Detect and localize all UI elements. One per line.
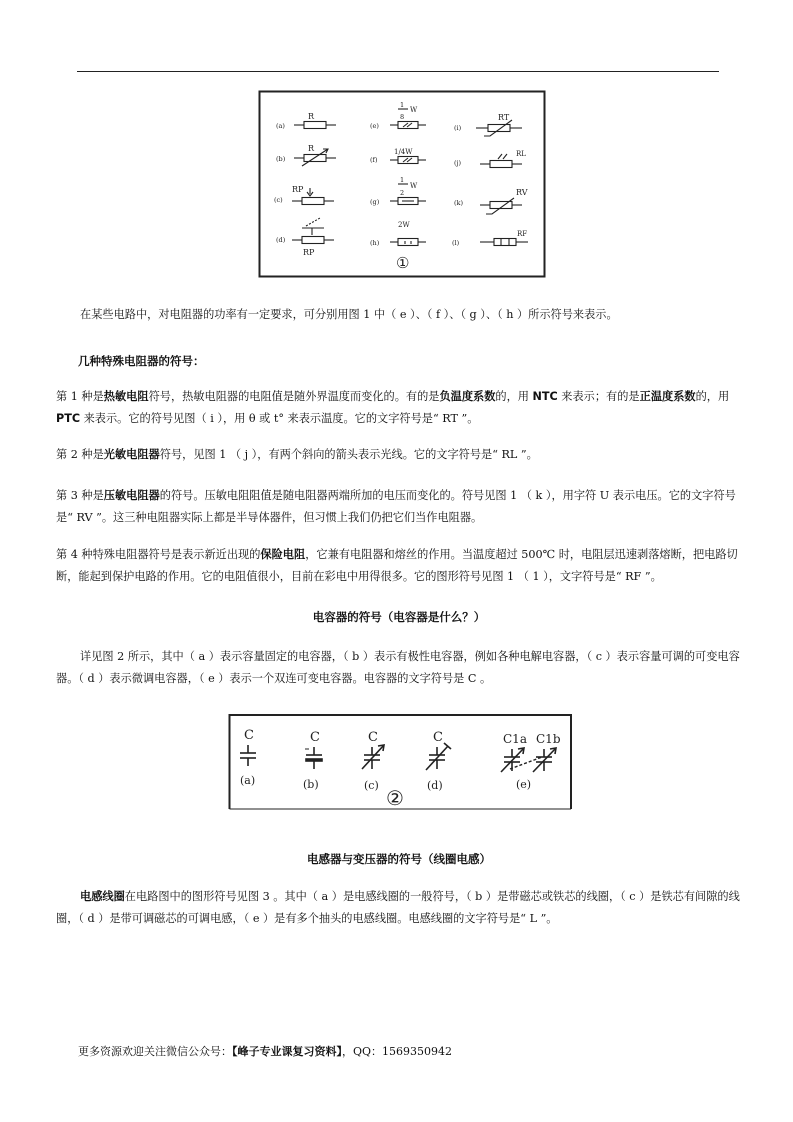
svg-text:(f): (f) xyxy=(370,156,378,164)
svg-text:C: C xyxy=(433,730,443,745)
inductor-heading: 电感器与变压器的符号（线圈电感） xyxy=(307,852,491,866)
resistor-h xyxy=(370,221,410,247)
svg-text:RP: RP xyxy=(303,248,315,257)
resistor-power-paragraph: 在某些电路中，对电阻器的功率有一定要求，可分别用图 1 中（ e ）、（ f ）、（ g ）、（ h ）所示符号来表示。 xyxy=(80,308,618,321)
svg-text:(a): (a) xyxy=(240,774,256,787)
svg-text:C1b: C1b xyxy=(536,732,561,746)
figure-resistor-symbols xyxy=(258,90,546,278)
figure-capacitor-symbols xyxy=(228,713,573,811)
svg-text:R: R xyxy=(308,144,315,153)
figure2-number: ② xyxy=(386,786,404,810)
varistor-paragraph: 第 3 种是压敏电阻器的符号。压敏电阻阻值是随电阻器两端所加的电压而变化的。符号见图 1 （ k ），用字符 U 表示电压。它的文字符号是“ RV ”。这三种电阻器实际上都是半导体器件，但习惯上我们仍把它们当作电阻器。 xyxy=(56,489,736,524)
svg-text:(a): (a) xyxy=(276,122,285,130)
svg-text:(b): (b) xyxy=(276,155,286,163)
figure1-number: ① xyxy=(396,254,410,272)
svg-text:W: W xyxy=(410,106,418,114)
svg-text:(g): (g) xyxy=(370,198,380,206)
resistor-d xyxy=(276,236,315,257)
footer-note: 更多资源欢迎关注微信公众号：【峰子专业课复习资料】，QQ：1569350942 xyxy=(78,1045,453,1058)
svg-text:(e): (e) xyxy=(516,778,532,791)
fuse-resistor-paragraph: 第 4 种特殊电阻器符号是表示新近出现的保险电阻，它兼有电阻器和熔丝的作用。当温度超过 500℃ 时，电阻层迅速剥落熔断，把电路切断，能起到保护电路的作用。它的电阻值很小，目前在彩电中用得很多。它的图形符号见图 1 （ 1 ），文字符号是“ RF ”。 xyxy=(56,548,738,583)
svg-text:(b): (b) xyxy=(303,778,319,791)
svg-text:RL: RL xyxy=(516,150,526,158)
svg-text:(e): (e) xyxy=(370,122,379,130)
svg-text:1: 1 xyxy=(400,101,405,109)
svg-text:RT: RT xyxy=(498,113,510,122)
special-resistor-heading: 几种特殊电阻器的符号： xyxy=(78,354,205,368)
capacitor-heading: 电容器的符号（电容器是什么？） xyxy=(312,610,486,624)
svg-text:(d): (d) xyxy=(276,236,286,244)
resistor-k xyxy=(454,188,528,207)
svg-text:(c): (c) xyxy=(274,196,283,204)
svg-text:1: 1 xyxy=(400,176,405,184)
svg-text:(c): (c) xyxy=(364,779,379,792)
svg-text:C: C xyxy=(368,730,378,745)
svg-text:W: W xyxy=(410,182,418,190)
svg-text:(j): (j) xyxy=(454,159,462,167)
capacitor-paragraph: 详见图 2 所示，其中（ a ）表示容量固定的电容器，（ b ）表示有极性电容器，例如各种电解电容器，（ c ）表示容量可调的可变电容器。（ d ）表示微调电容器，（ e ）表示一个双连可变电容器。电容器的文字符号是 C 。 xyxy=(56,650,740,685)
svg-text:2W: 2W xyxy=(398,221,410,229)
photoresistor-paragraph: 第 2 种是光敏电阻器符号，见图 1 （ j ），有两个斜向的箭头表示光线。它的文字符号是“ RL ”。 xyxy=(56,448,538,461)
svg-text:(l): (l) xyxy=(452,239,460,247)
svg-text:C: C xyxy=(310,730,320,745)
svg-text:RP: RP xyxy=(292,185,304,194)
resistor-i xyxy=(454,113,510,132)
resistor-b xyxy=(276,144,315,163)
svg-text:(h): (h) xyxy=(370,239,380,247)
svg-text:8: 8 xyxy=(400,113,405,121)
resistor-e xyxy=(370,101,418,130)
svg-text:(d): (d) xyxy=(427,779,443,792)
svg-text:RF: RF xyxy=(517,230,528,238)
inductor-paragraph: 电感线圈在电路图中的图形符号见图 3 。其中（ a ）是电感线圈的一般符号，（ b ）是带磁芯或铁芯的线圈，（ c ）是铁芯有间隙的线圈，（ d ）是带可调磁芯的可调电感，（ e ）是有多个抽头的电感线圈。电感线圈的文字符号是“ L ”。 xyxy=(56,890,740,925)
svg-text:C: C xyxy=(244,728,254,743)
svg-text:R: R xyxy=(308,112,315,121)
header-rule xyxy=(77,71,719,72)
svg-text:1/4W: 1/4W xyxy=(394,148,413,156)
svg-text:2: 2 xyxy=(400,189,405,197)
svg-text:(i): (i) xyxy=(454,124,462,132)
svg-text:(k): (k) xyxy=(454,199,464,207)
svg-text:C1a: C1a xyxy=(503,732,527,746)
thermistor-paragraph: 第 1 种是热敏电阻符号，热敏电阻器的电阻值是随外界温度而变化的。有的是负温度系数的，用 NTC 来表示；有的是正温度系数的，用 PTC 来表示。它的符号见图（ i ），用 θ 或 t° 来表示温度。它的文字符号是“ RT ”。 xyxy=(56,390,730,425)
svg-text:RV: RV xyxy=(516,188,528,197)
